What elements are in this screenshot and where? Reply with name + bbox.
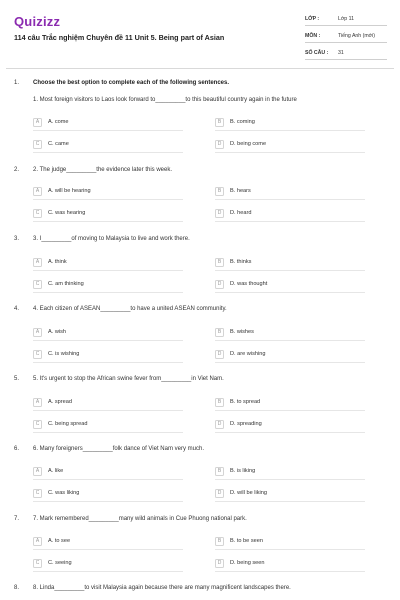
document-title: 114 câu Trắc nghiệm Chuyên đề 11 Unit 5. Being part of Asian — [14, 33, 225, 42]
option-c[interactable] — [33, 418, 88, 430]
option-text: D. being come — [230, 141, 267, 147]
option-c[interactable] — [33, 557, 72, 569]
option-letter: B — [215, 328, 224, 337]
option-divider — [215, 221, 365, 222]
option-text: B. to be seen — [230, 538, 263, 544]
option-text: A. come — [48, 119, 69, 125]
option-divider — [215, 410, 365, 411]
option-text: D. spreading — [230, 421, 262, 427]
option-divider — [33, 362, 183, 363]
info-row-subject — [305, 29, 387, 43]
option-letter: B — [215, 187, 224, 196]
option-divider — [33, 199, 183, 200]
option-b[interactable] — [215, 185, 251, 197]
option-letter: D — [215, 420, 224, 429]
option-c[interactable] — [33, 487, 79, 499]
option-text: B. coming — [230, 119, 255, 125]
option-letter: C — [33, 350, 42, 359]
option-a[interactable] — [33, 256, 67, 268]
option-text: C. was hearing — [48, 210, 86, 216]
option-a[interactable] — [33, 185, 91, 197]
option-a[interactable] — [33, 535, 70, 547]
option-letter: B — [215, 118, 224, 127]
option-b[interactable] — [215, 396, 260, 408]
option-text: D. are wishing — [230, 351, 266, 357]
option-divider — [33, 571, 183, 572]
option-a[interactable] — [33, 326, 66, 338]
option-divider — [33, 410, 183, 411]
info-key: LỚP : — [305, 15, 320, 22]
header-divider — [6, 68, 394, 69]
option-text: A. will be hearing — [48, 188, 91, 194]
question-text: 7. Mark remembered_________many wild animals in Cue Phuong national park. — [33, 516, 247, 522]
option-text: A. think — [48, 259, 67, 265]
option-text: B. to spread — [230, 399, 261, 405]
option-letter: A — [33, 258, 42, 267]
option-d[interactable] — [215, 557, 265, 569]
option-divider — [33, 221, 183, 222]
question-text: 2. The judge_________the evidence later this week. — [33, 167, 172, 173]
option-letter: C — [33, 559, 42, 568]
question-text: 6. Many foreigners_________folk dance of Viet Nam very much. — [33, 446, 204, 452]
option-text: C. am thinking — [48, 281, 84, 287]
option-b[interactable] — [215, 256, 251, 268]
option-text: C. seeing — [48, 560, 72, 566]
option-a[interactable] — [33, 465, 63, 477]
info-value: 31 — [338, 49, 344, 56]
option-a[interactable] — [33, 396, 72, 408]
option-letter: B — [215, 398, 224, 407]
option-divider — [33, 479, 183, 480]
option-a[interactable] — [33, 116, 69, 128]
option-divider — [215, 479, 365, 480]
option-text: D. being seen — [230, 560, 265, 566]
option-divider — [215, 501, 365, 502]
option-letter: D — [215, 489, 224, 498]
option-b[interactable] — [215, 116, 255, 128]
option-text: B. is liking — [230, 468, 256, 474]
option-divider — [215, 340, 365, 341]
option-letter: A — [33, 537, 42, 546]
question-number: 4. — [14, 306, 20, 312]
option-text: D. heard — [230, 210, 252, 216]
option-divider — [33, 292, 183, 293]
option-c[interactable] — [33, 138, 69, 150]
option-divider — [215, 130, 365, 131]
option-divider — [215, 432, 365, 433]
option-d[interactable] — [215, 487, 267, 499]
option-letter: C — [33, 420, 42, 429]
option-text: D. will be liking — [230, 490, 267, 496]
option-letter: C — [33, 140, 42, 149]
question-text: 3. I_________of moving to Malaysia to live and work there. — [33, 236, 190, 242]
option-letter: B — [215, 467, 224, 476]
option-letter: B — [215, 537, 224, 546]
option-letter: D — [215, 559, 224, 568]
info-table — [305, 12, 387, 63]
option-divider — [33, 130, 183, 131]
option-text: A. spread — [48, 399, 72, 405]
info-row-class — [305, 12, 387, 26]
info-value: Tiếng Anh (mới) — [338, 32, 375, 39]
option-divider — [215, 270, 365, 271]
option-text: C. being spread — [48, 421, 88, 427]
option-letter: D — [215, 350, 224, 359]
option-text: A. like — [48, 468, 64, 474]
section-number: 1. — [14, 80, 20, 86]
option-divider — [215, 362, 365, 363]
option-text: D. was thought — [230, 281, 268, 287]
option-letter: A — [33, 398, 42, 407]
info-key: MÔN : — [305, 32, 321, 39]
option-letter: C — [33, 209, 42, 218]
option-d[interactable] — [215, 418, 262, 430]
option-divider — [33, 152, 183, 153]
option-text: C. came — [48, 141, 69, 147]
option-text: A. wish — [48, 329, 67, 335]
option-divider — [33, 501, 183, 502]
question-text: 8. Linda_________to visit Malaysia again because there are many magnificent landscapes there. — [33, 585, 291, 591]
info-row-count — [305, 46, 387, 60]
question-number: 5. — [14, 376, 20, 382]
question-number: 8. — [14, 585, 20, 591]
option-divider — [33, 432, 183, 433]
option-letter: D — [215, 280, 224, 289]
question-text: 1. Most foreign visitors to Laos look forward to_________to this beautiful country again in the future — [33, 97, 297, 103]
question-number: 3. — [14, 236, 20, 242]
option-d[interactable] — [215, 348, 265, 360]
option-d[interactable] — [215, 207, 251, 219]
option-divider — [215, 152, 365, 153]
option-letter: A — [33, 118, 42, 127]
option-letter: D — [215, 140, 224, 149]
option-divider — [215, 292, 365, 293]
option-d[interactable] — [215, 278, 267, 290]
option-divider — [215, 199, 365, 200]
info-key: SỐ CÂU : — [305, 49, 329, 56]
option-c[interactable] — [33, 207, 85, 219]
option-divider — [33, 340, 183, 341]
section-instruction: Choose the best option to complete each of the following sentences. — [33, 80, 230, 86]
question-text: 5. It's urgent to stop the African swine fever from_________in Viet Nam. — [33, 376, 224, 382]
info-value: Lớp 11 — [338, 15, 354, 22]
option-divider — [33, 270, 183, 271]
option-letter: C — [33, 489, 42, 498]
option-letter: B — [215, 258, 224, 267]
option-letter: D — [215, 209, 224, 218]
option-letter: C — [33, 280, 42, 289]
option-text: A. to see — [48, 538, 71, 544]
option-d[interactable] — [215, 138, 266, 150]
option-b[interactable] — [215, 326, 254, 338]
option-b[interactable] — [215, 465, 255, 477]
option-c[interactable] — [33, 278, 84, 290]
question-text: 4. Each citizen of ASEAN_________to have a united ASEAN community. — [33, 306, 227, 312]
option-text: B. wishes — [230, 329, 254, 335]
option-text: B. thinks — [230, 259, 252, 265]
question-number: 2. — [14, 167, 20, 173]
option-divider — [215, 571, 365, 572]
option-c[interactable] — [33, 348, 79, 360]
option-divider — [215, 549, 365, 550]
option-divider — [33, 549, 183, 550]
option-b[interactable] — [215, 535, 263, 547]
quizizz-logo: Quizizz — [14, 14, 61, 29]
option-text: C. is wishing — [48, 351, 80, 357]
option-letter: A — [33, 467, 42, 476]
option-letter: A — [33, 187, 42, 196]
question-number: 6. — [14, 446, 20, 452]
question-number: 7. — [14, 516, 20, 522]
option-text: C. was liking — [48, 490, 80, 496]
option-text: B. hears — [230, 188, 251, 194]
option-letter: A — [33, 328, 42, 337]
